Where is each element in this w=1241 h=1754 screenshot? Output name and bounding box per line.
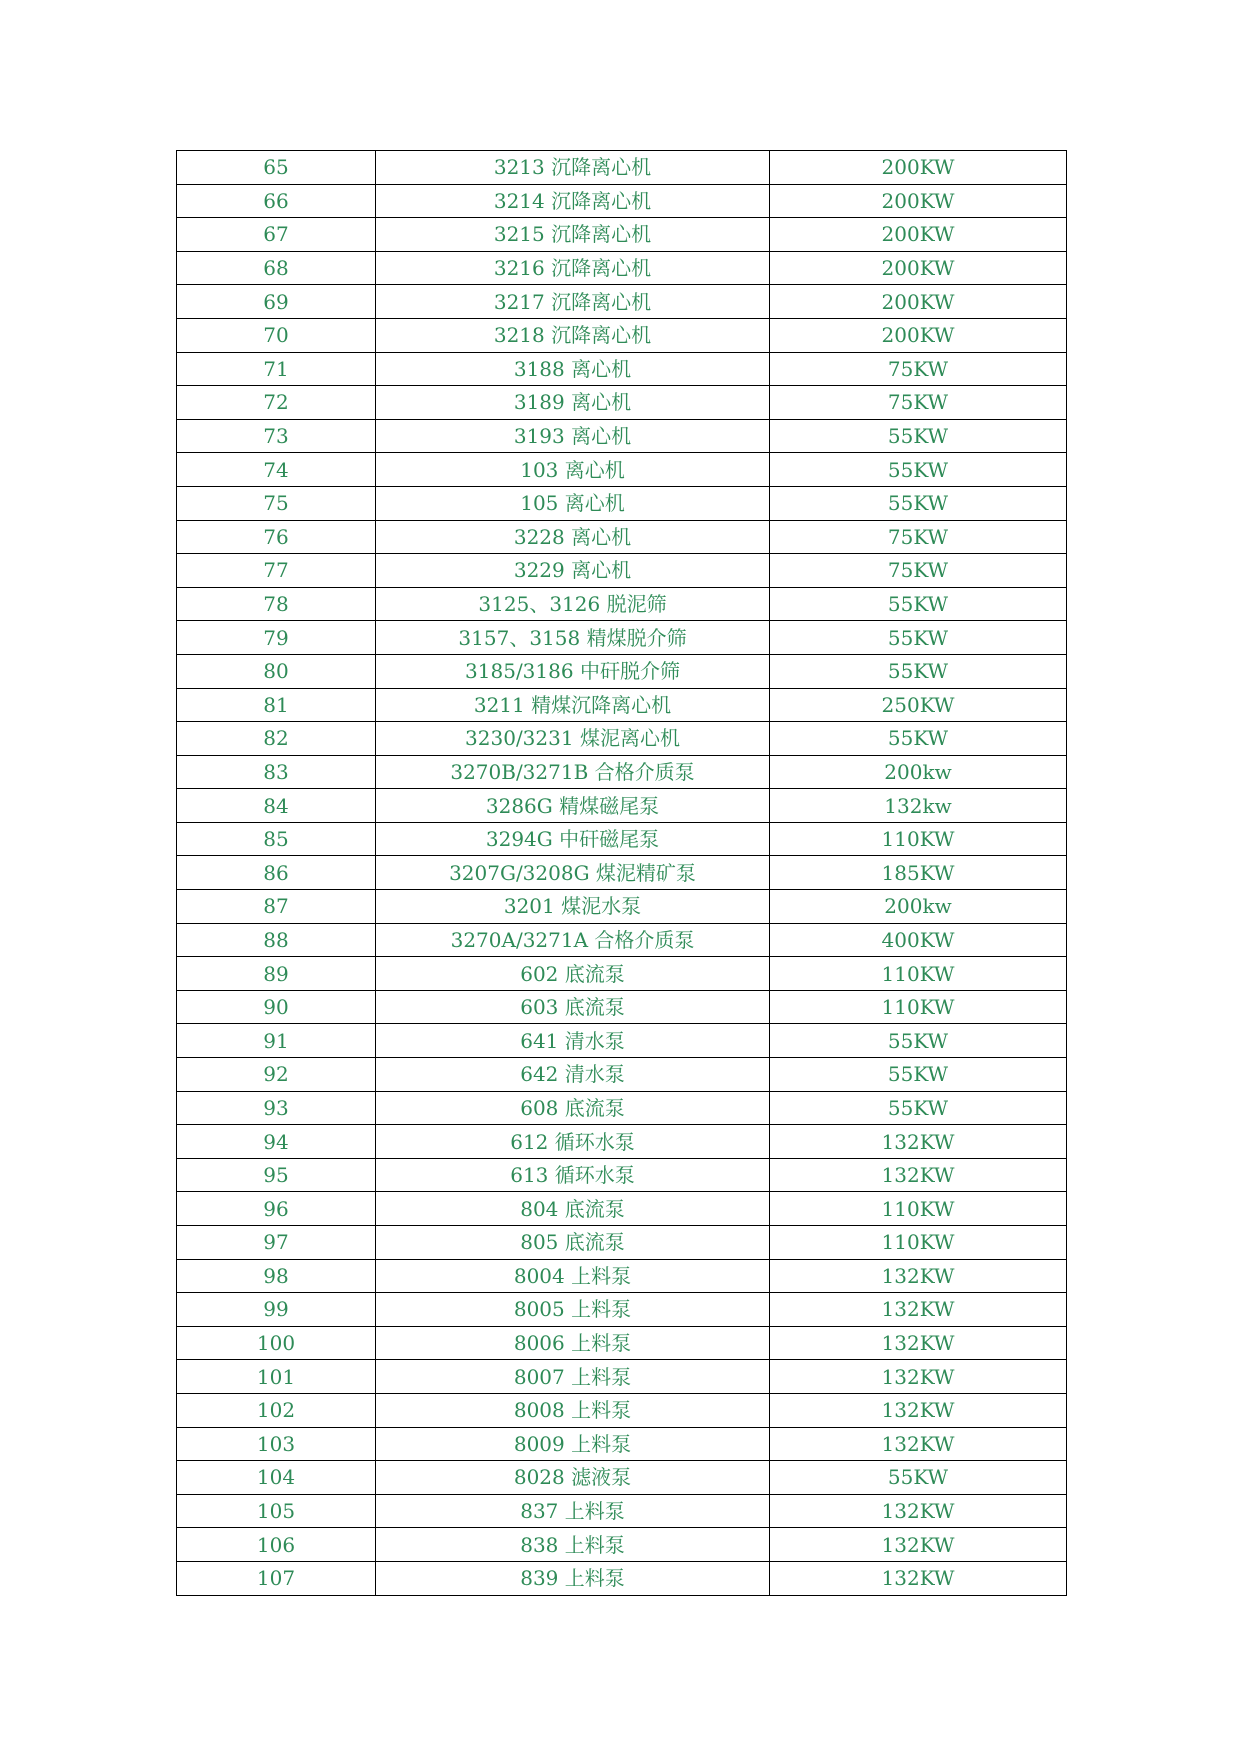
power-rating-cell: 200kw	[770, 755, 1067, 789]
power-rating-cell: 132kw	[770, 789, 1067, 823]
row-number-cell: 66	[177, 184, 376, 218]
row-number-cell: 104	[177, 1461, 376, 1495]
table-row	[177, 1360, 1067, 1394]
table-row	[177, 1393, 1067, 1427]
table-row	[177, 486, 1067, 520]
equipment-name-cell: 641 清水泵	[376, 1024, 770, 1058]
table-row	[177, 386, 1067, 420]
table-row	[177, 1091, 1067, 1125]
table-row	[177, 822, 1067, 856]
equipment-name-cell: 603 底流泵	[376, 990, 770, 1024]
table-row	[177, 184, 1067, 218]
equipment-name-cell: 3230/3231 煤泥离心机	[376, 722, 770, 756]
table-body	[177, 151, 1067, 1596]
power-rating-cell: 250KW	[770, 688, 1067, 722]
equipment-name-cell: 8006 上料泵	[376, 1326, 770, 1360]
power-rating-cell: 132KW	[770, 1293, 1067, 1327]
row-number-cell: 101	[177, 1360, 376, 1394]
row-number-cell: 67	[177, 218, 376, 252]
row-number-cell: 75	[177, 486, 376, 520]
table-row	[177, 1259, 1067, 1293]
equipment-name-cell: 838 上料泵	[376, 1528, 770, 1562]
row-number-cell: 107	[177, 1561, 376, 1595]
row-number-cell: 94	[177, 1125, 376, 1159]
power-rating-cell: 132KW	[770, 1125, 1067, 1159]
row-number-cell: 80	[177, 654, 376, 688]
equipment-name-cell: 608 底流泵	[376, 1091, 770, 1125]
table-row	[177, 923, 1067, 957]
row-number-cell: 74	[177, 453, 376, 487]
power-rating-cell: 132KW	[770, 1494, 1067, 1528]
equipment-name-cell: 3157、3158 精煤脱介筛	[376, 621, 770, 655]
row-number-cell: 105	[177, 1494, 376, 1528]
table-row	[177, 520, 1067, 554]
equipment-name-cell: 3216 沉降离心机	[376, 251, 770, 285]
power-rating-cell: 132KW	[770, 1360, 1067, 1394]
power-rating-cell: 75KW	[770, 352, 1067, 386]
power-rating-cell: 200KW	[770, 184, 1067, 218]
equipment-name-cell: 3211 精煤沉降离心机	[376, 688, 770, 722]
table-row	[177, 722, 1067, 756]
equipment-name-cell: 3201 煤泥水泵	[376, 890, 770, 924]
power-rating-cell: 132KW	[770, 1259, 1067, 1293]
power-rating-cell: 55KW	[770, 621, 1067, 655]
row-number-cell: 96	[177, 1192, 376, 1226]
power-rating-cell: 132KW	[770, 1326, 1067, 1360]
equipment-name-cell: 8007 上料泵	[376, 1360, 770, 1394]
row-number-cell: 99	[177, 1293, 376, 1327]
table-row	[177, 789, 1067, 823]
table-row	[177, 990, 1067, 1024]
power-rating-cell: 132KW	[770, 1427, 1067, 1461]
row-number-cell: 83	[177, 755, 376, 789]
row-number-cell: 103	[177, 1427, 376, 1461]
equipment-name-cell: 3207G/3208G 煤泥精矿泵	[376, 856, 770, 890]
power-rating-cell: 110KW	[770, 1192, 1067, 1226]
table-row	[177, 1326, 1067, 1360]
power-rating-cell: 110KW	[770, 822, 1067, 856]
row-number-cell: 77	[177, 554, 376, 588]
power-rating-cell: 55KW	[770, 1091, 1067, 1125]
row-number-cell: 100	[177, 1326, 376, 1360]
row-number-cell: 65	[177, 151, 376, 185]
table-row	[177, 856, 1067, 890]
equipment-name-cell: 805 底流泵	[376, 1226, 770, 1260]
row-number-cell: 88	[177, 923, 376, 957]
table-row	[177, 957, 1067, 991]
power-rating-cell: 55KW	[770, 1024, 1067, 1058]
equipment-name-cell: 8004 上料泵	[376, 1259, 770, 1293]
equipment-name-cell: 3229 离心机	[376, 554, 770, 588]
row-number-cell: 81	[177, 688, 376, 722]
equipment-name-cell: 839 上料泵	[376, 1561, 770, 1595]
table-row	[177, 755, 1067, 789]
row-number-cell: 92	[177, 1058, 376, 1092]
power-rating-cell: 55KW	[770, 1058, 1067, 1092]
row-number-cell: 82	[177, 722, 376, 756]
equipment-name-cell: 3294G 中矸磁尾泵	[376, 822, 770, 856]
table-row	[177, 1494, 1067, 1528]
row-number-cell: 69	[177, 285, 376, 319]
equipment-name-cell: 3218 沉降离心机	[376, 318, 770, 352]
table-row	[177, 1125, 1067, 1159]
power-rating-cell: 75KW	[770, 520, 1067, 554]
equipment-name-cell: 3125、3126 脱泥筛	[376, 587, 770, 621]
power-rating-cell: 75KW	[770, 554, 1067, 588]
equipment-name-cell: 804 底流泵	[376, 1192, 770, 1226]
equipment-name-cell: 3188 离心机	[376, 352, 770, 386]
row-number-cell: 102	[177, 1393, 376, 1427]
equipment-name-cell: 8028 滤液泵	[376, 1461, 770, 1495]
row-number-cell: 76	[177, 520, 376, 554]
equipment-power-table	[176, 150, 1067, 1596]
power-rating-cell: 132KW	[770, 1393, 1067, 1427]
equipment-name-cell: 3228 离心机	[376, 520, 770, 554]
power-rating-cell: 200KW	[770, 318, 1067, 352]
power-rating-cell: 55KW	[770, 1461, 1067, 1495]
power-rating-cell: 55KW	[770, 654, 1067, 688]
equipment-name-cell: 8008 上料泵	[376, 1393, 770, 1427]
power-rating-cell: 110KW	[770, 957, 1067, 991]
power-rating-cell: 55KW	[770, 419, 1067, 453]
equipment-name-cell: 3217 沉降离心机	[376, 285, 770, 319]
row-number-cell: 68	[177, 251, 376, 285]
table-row	[177, 1293, 1067, 1327]
power-rating-cell: 132KW	[770, 1561, 1067, 1595]
table-row	[177, 1427, 1067, 1461]
power-rating-cell: 400KW	[770, 923, 1067, 957]
table-row	[177, 587, 1067, 621]
table-row	[177, 621, 1067, 655]
row-number-cell: 97	[177, 1226, 376, 1260]
table-row	[177, 1158, 1067, 1192]
equipment-name-cell: 105 离心机	[376, 486, 770, 520]
table-row	[177, 1461, 1067, 1495]
table-row	[177, 419, 1067, 453]
row-number-cell: 70	[177, 318, 376, 352]
row-number-cell: 72	[177, 386, 376, 420]
row-number-cell: 93	[177, 1091, 376, 1125]
power-rating-cell: 110KW	[770, 1226, 1067, 1260]
equipment-name-cell: 3213 沉降离心机	[376, 151, 770, 185]
table-row	[177, 1192, 1067, 1226]
row-number-cell: 79	[177, 621, 376, 655]
equipment-name-cell: 3193 离心机	[376, 419, 770, 453]
table-row	[177, 890, 1067, 924]
row-number-cell: 78	[177, 587, 376, 621]
row-number-cell: 95	[177, 1158, 376, 1192]
power-rating-cell: 185KW	[770, 856, 1067, 890]
table-row	[177, 654, 1067, 688]
row-number-cell: 73	[177, 419, 376, 453]
row-number-cell: 85	[177, 822, 376, 856]
table-row	[177, 453, 1067, 487]
row-number-cell: 98	[177, 1259, 376, 1293]
equipment-name-cell: 612 循环水泵	[376, 1125, 770, 1159]
row-number-cell: 87	[177, 890, 376, 924]
power-rating-cell: 55KW	[770, 722, 1067, 756]
power-rating-cell: 55KW	[770, 486, 1067, 520]
equipment-name-cell: 3215 沉降离心机	[376, 218, 770, 252]
power-rating-cell: 200KW	[770, 251, 1067, 285]
power-rating-cell: 132KW	[770, 1158, 1067, 1192]
table-row	[177, 1561, 1067, 1595]
equipment-name-cell: 3189 离心机	[376, 386, 770, 420]
power-rating-cell: 132KW	[770, 1528, 1067, 1562]
power-rating-cell: 55KW	[770, 453, 1067, 487]
equipment-name-cell: 3270A/3271A 合格介质泵	[376, 923, 770, 957]
power-rating-cell: 200KW	[770, 218, 1067, 252]
power-rating-cell: 200KW	[770, 285, 1067, 319]
table-row	[177, 251, 1067, 285]
power-rating-cell: 75KW	[770, 386, 1067, 420]
power-rating-cell: 110KW	[770, 990, 1067, 1024]
table-row	[177, 688, 1067, 722]
equipment-name-cell: 8005 上料泵	[376, 1293, 770, 1327]
power-rating-cell: 200kw	[770, 890, 1067, 924]
row-number-cell: 84	[177, 789, 376, 823]
equipment-name-cell: 837 上料泵	[376, 1494, 770, 1528]
row-number-cell: 106	[177, 1528, 376, 1562]
power-rating-cell: 55KW	[770, 587, 1067, 621]
table-row	[177, 285, 1067, 319]
table-row	[177, 1058, 1067, 1092]
row-number-cell: 71	[177, 352, 376, 386]
table-row	[177, 352, 1067, 386]
table-row	[177, 1226, 1067, 1260]
equipment-name-cell: 3214 沉降离心机	[376, 184, 770, 218]
table-row	[177, 218, 1067, 252]
table-row	[177, 1024, 1067, 1058]
table-row	[177, 318, 1067, 352]
equipment-name-cell: 642 清水泵	[376, 1058, 770, 1092]
table-row	[177, 1528, 1067, 1562]
equipment-name-cell: 602 底流泵	[376, 957, 770, 991]
equipment-name-cell: 103 离心机	[376, 453, 770, 487]
equipment-name-cell: 8009 上料泵	[376, 1427, 770, 1461]
equipment-name-cell: 3185/3186 中矸脱介筛	[376, 654, 770, 688]
row-number-cell: 86	[177, 856, 376, 890]
row-number-cell: 91	[177, 1024, 376, 1058]
table-row	[177, 151, 1067, 185]
equipment-name-cell: 3270B/3271B 合格介质泵	[376, 755, 770, 789]
power-rating-cell: 200KW	[770, 151, 1067, 185]
table-row	[177, 554, 1067, 588]
equipment-name-cell: 3286G 精煤磁尾泵	[376, 789, 770, 823]
equipment-name-cell: 613 循环水泵	[376, 1158, 770, 1192]
row-number-cell: 90	[177, 990, 376, 1024]
row-number-cell: 89	[177, 957, 376, 991]
